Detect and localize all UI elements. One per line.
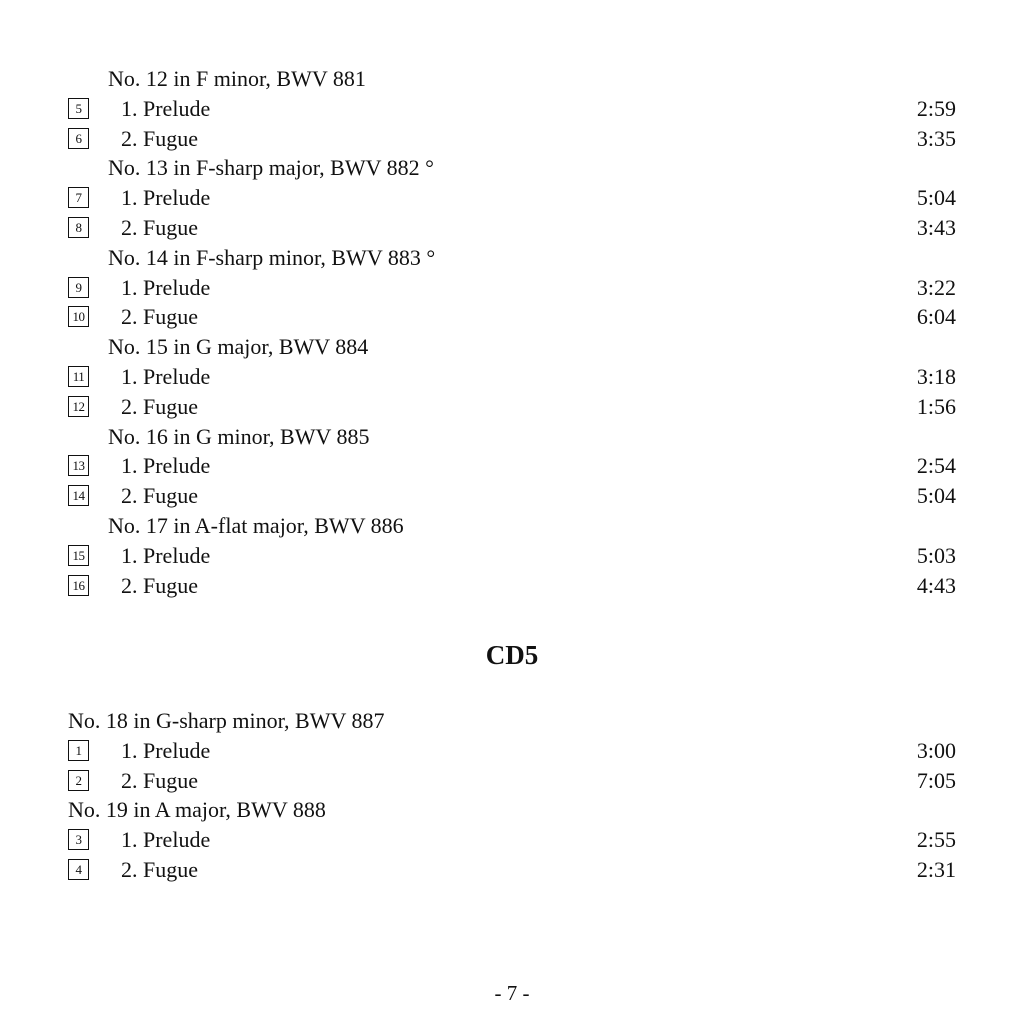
track-row [68, 481, 956, 511]
track-list-cd5 [68, 706, 956, 885]
track-row [68, 94, 956, 124]
track-number-box: 3 [68, 829, 89, 850]
track-number-box: 10 [68, 306, 89, 327]
track-number-box: 8 [68, 217, 89, 238]
movement-title: 1. Prelude [121, 453, 211, 479]
track-row [68, 302, 956, 332]
work-title: No. 16 in G minor, BWV 885 [108, 423, 370, 449]
work-title: No. 15 in G major, BWV 884 [108, 334, 369, 360]
track-number-box: 15 [68, 545, 89, 566]
track-duration: 4:43 [916, 572, 956, 598]
track-duration: 2:54 [916, 453, 956, 479]
track-duration: 2:55 [916, 827, 956, 853]
track-number-box: 12 [68, 396, 89, 417]
movement-title: 1. Prelude [121, 363, 211, 389]
track-duration: 3:00 [916, 737, 956, 763]
track-list-cd4 [68, 64, 956, 600]
movement-title: 2. Fugue [121, 393, 198, 419]
track-duration: 5:04 [916, 483, 956, 509]
track-number-box: 4 [68, 859, 89, 880]
track-row [68, 273, 956, 303]
movement-title: 2. Fugue [121, 767, 198, 793]
track-duration: 3:35 [916, 125, 956, 151]
cd-heading: CD5 [485, 640, 539, 670]
track-row [68, 855, 956, 885]
work-heading-row [68, 706, 956, 736]
work-heading-row [68, 511, 956, 541]
track-duration: 3:18 [916, 363, 956, 389]
movement-title: 1. Prelude [121, 827, 211, 853]
track-duration: 6:04 [916, 304, 956, 330]
track-row [68, 362, 956, 392]
page-number: - 7 - [494, 981, 530, 1005]
track-number-box: 1 [68, 740, 89, 761]
track-row [68, 213, 956, 243]
track-row [68, 183, 956, 213]
track-row [68, 451, 956, 481]
track-duration: 3:43 [916, 214, 956, 240]
track-duration: 5:03 [916, 542, 956, 568]
track-duration: 3:22 [916, 274, 956, 300]
movement-title: 2. Fugue [121, 304, 198, 330]
track-row [68, 571, 956, 601]
work-title: No. 19 in A major, BWV 888 [68, 797, 326, 823]
track-number-box: 2 [68, 770, 89, 791]
track-row [68, 736, 956, 766]
movement-title: 2. Fugue [121, 572, 198, 598]
work-title: No. 14 in F-sharp minor, BWV 883 ° [108, 244, 436, 270]
work-title: No. 17 in A-flat major, BWV 886 [108, 512, 404, 538]
work-title: No. 13 in F-sharp major, BWV 882 ° [108, 155, 434, 181]
movement-title: 2. Fugue [121, 214, 198, 240]
work-heading-row [68, 795, 956, 825]
work-heading-row [68, 332, 956, 362]
work-heading-row [68, 64, 956, 94]
track-number-box: 9 [68, 277, 89, 298]
track-number-box: 11 [68, 366, 89, 387]
movement-title: 1. Prelude [121, 274, 211, 300]
track-number-box: 7 [68, 187, 89, 208]
track-duration: 1:56 [916, 393, 956, 419]
track-number-box: 6 [68, 128, 89, 149]
movement-title: 1. Prelude [121, 737, 211, 763]
movement-title: 1. Prelude [121, 542, 211, 568]
work-title: No. 12 in F minor, BWV 881 [108, 66, 366, 91]
track-row [68, 766, 956, 796]
track-number-box: 16 [68, 575, 89, 596]
work-heading-row [68, 153, 956, 183]
work-heading-row [68, 422, 956, 452]
work-title: No. 18 in G-sharp minor, BWV 887 [68, 708, 385, 733]
track-duration: 2:59 [916, 95, 956, 121]
track-duration: 7:05 [916, 767, 956, 793]
track-number-box: 5 [68, 98, 89, 119]
track-duration: 2:31 [916, 856, 956, 882]
movement-title: 1. Prelude [121, 185, 211, 211]
track-row [68, 541, 956, 571]
movement-title: 2. Fugue [121, 483, 198, 509]
track-number-box: 14 [68, 485, 89, 506]
track-row [68, 825, 956, 855]
track-row [68, 392, 956, 422]
movement-title: 1. Prelude [121, 95, 211, 121]
movement-title: 2. Fugue [121, 856, 198, 882]
movement-title: 2. Fugue [121, 125, 198, 151]
track-number-box: 13 [68, 455, 89, 476]
work-heading-row [68, 243, 956, 273]
track-duration: 5:04 [916, 185, 956, 211]
track-row [68, 124, 956, 154]
